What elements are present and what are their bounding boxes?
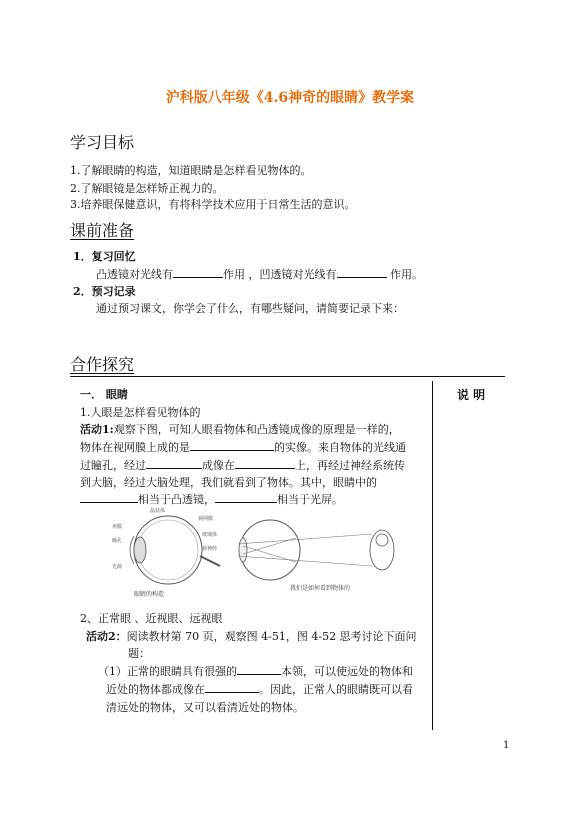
review-text: 凸透镜对光线有 作用 ，凹透镜对光线有 作用。 (96, 268, 423, 281)
item-1-line-3: 清远处的物体，又可以看清近处的物体。 (106, 701, 304, 714)
blank-lens[interactable] (80, 492, 138, 503)
fig-label-5: 视神经 (202, 546, 218, 552)
blank-retina[interactable] (205, 682, 259, 693)
activity-1-line-4: 到大脑，经过大脑处理，我们就看到了物体。其中，眼睛中的 (80, 476, 377, 489)
activity-1-line-1: 活动1:观察下图，可知人眼看物体和凸透镜成像的原理是一样的， (80, 423, 400, 436)
goal-item-1: 1.了解眼睛的构造，知道眼睛是怎样看见物体的。 (70, 164, 312, 177)
preview-text: 通过预习课文，你学会了什么，有哪些疑问，请简要记录下来： (96, 302, 404, 315)
fig-label-2: 视网膜 (198, 516, 214, 522)
fig-label-7: 光源 (112, 564, 123, 570)
question-1: 1.人眼是怎样看见物体的 (80, 406, 201, 419)
review-title: 1．复习回忆 (73, 250, 136, 263)
fig-label-3: 瞳孔 (112, 538, 123, 544)
item-1-line-2: 近处的物体都成像在 。因此，正常人的眼睛既可以看 (106, 683, 413, 696)
fig-label-6: 玻璃体 (202, 532, 218, 538)
blank-image-type[interactable] (190, 440, 274, 451)
note-label: 说 明 (457, 388, 486, 402)
vision-ray-icon (238, 520, 394, 580)
eye-figure (110, 506, 415, 598)
part1-title: 一． 眼睛 (80, 388, 128, 401)
column-divider (432, 381, 433, 730)
section-divider (70, 376, 505, 377)
blank-convex[interactable] (173, 267, 223, 278)
page-title: 沪科版八年级《4.6神奇的眼睛》教学案 (165, 90, 415, 106)
page-number: 1 (503, 740, 510, 751)
blank-image-on[interactable] (235, 458, 295, 469)
activity-1-line-5: 相当于凸透镜， 相当于光屏。 (80, 491, 343, 507)
fig-label-1: 晶状体 (150, 508, 166, 514)
goals-heading: 学习目标 (70, 133, 135, 152)
explore-heading: 合作探究 (70, 355, 135, 374)
blank-through[interactable] (146, 458, 202, 469)
fig-label-4: 角膜 (112, 524, 123, 530)
blank-adjust[interactable] (237, 664, 281, 675)
activity-2-line-2: 题： (128, 647, 150, 660)
blank-screen[interactable] (215, 492, 277, 503)
fig-caption-right: 我们是如何看到物体的 (290, 585, 351, 592)
item-1-line-1: （1）正常的眼睛具有很强的 本领，可以使远处的物体和 (98, 665, 413, 678)
prep-heading: 课前准备 (70, 221, 135, 240)
activity-1-line-3: 过瞳孔，经过 成像在 上，再经过神经系统传 (80, 459, 405, 472)
activity-2-line-1: 活动2：阅读教材第 70 页，观察图 4-51，图 4-52 思考讨论下面问 (86, 630, 417, 643)
preview-title: 2．预习记录 (73, 285, 136, 298)
question-2: 2、正常眼 、近视眼、远视眼 (80, 612, 223, 625)
goal-item-2: 2.了解眼镜是怎样矫正视力的。 (70, 182, 224, 195)
activity-1-line-2: 物体在视网膜上成的是 的实像。来自物体的光线通 (80, 441, 406, 454)
goal-item-3: 3.培养眼保健意识，有将科学技术应用于日常生活的意识。 (70, 198, 356, 211)
fig-caption-left: 眼睛的构造 (134, 591, 165, 598)
blank-concave[interactable] (337, 267, 387, 278)
